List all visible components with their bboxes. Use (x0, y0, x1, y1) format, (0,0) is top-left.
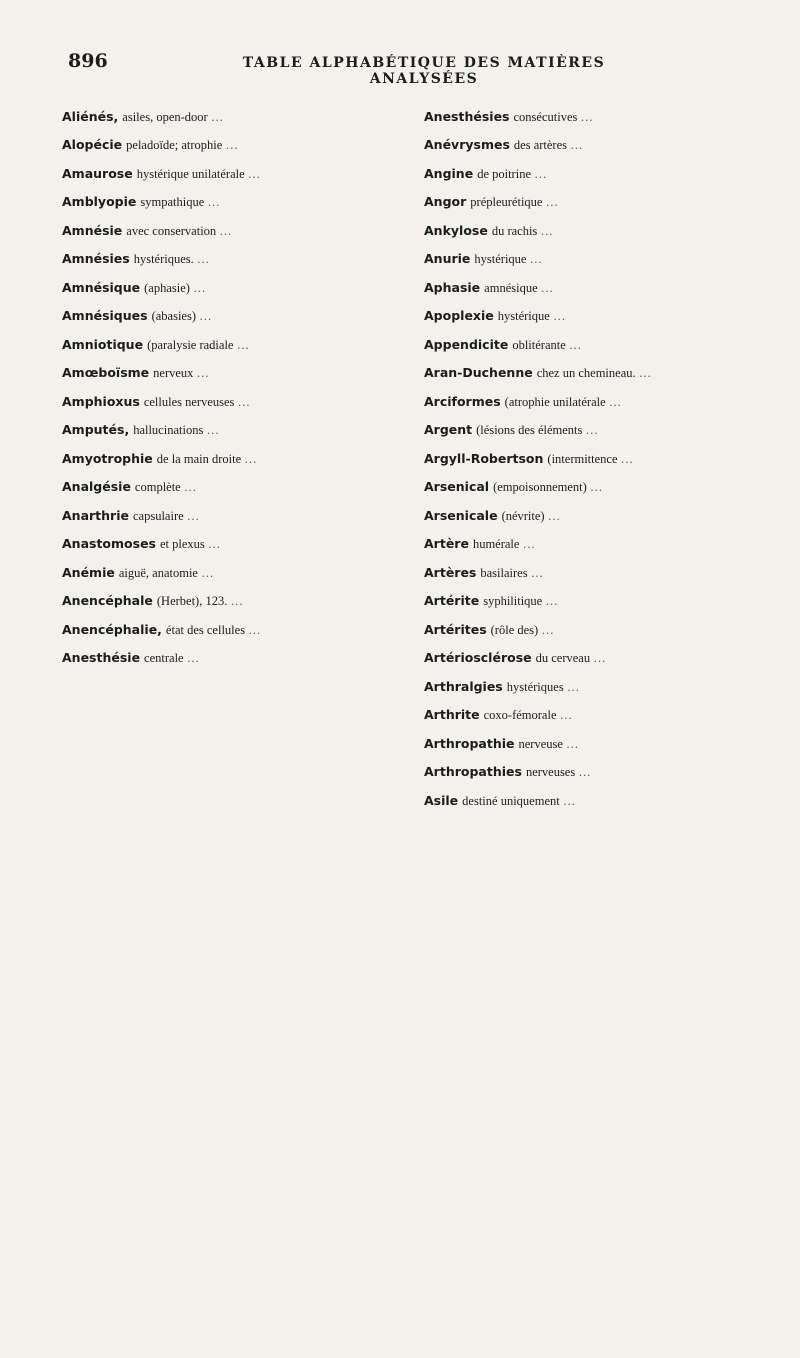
entry-ellipsis: … (236, 337, 250, 352)
entry-ellipsis: … (206, 423, 219, 437)
entry-ellipsis: … (207, 537, 221, 551)
index-entry (424, 593, 758, 609)
entry-ellipsis: … (552, 309, 566, 323)
entry-ellipsis: … (540, 223, 553, 238)
index-entry (62, 365, 396, 381)
entry-ellipsis: … (183, 480, 197, 494)
entry-headword: Anencéphalie, (62, 621, 162, 637)
entry-headword: Anesthésies (424, 108, 510, 124)
entry-excerpt: (névrite) (501, 508, 545, 523)
entry-excerpt: chez un chemineau. (536, 366, 636, 380)
entry-ellipsis: … (225, 138, 238, 152)
index-entry (424, 194, 758, 210)
entry-headword: Angine (424, 165, 474, 181)
entry-headword: Arthrite (424, 707, 480, 722)
entry-headword: Appendicite (424, 336, 509, 352)
entry-excerpt: (rôle des) (490, 622, 539, 637)
entry-headword: Artères (424, 564, 477, 580)
entry-excerpt: coxo-fémorale (483, 708, 557, 722)
index-entry (62, 337, 396, 353)
right-column (424, 96, 758, 815)
entry-excerpt: capsulaire (132, 508, 184, 523)
entry-ellipsis: … (201, 565, 214, 580)
entry-excerpt: avec conservation (126, 223, 217, 238)
entry-excerpt: hallucinations (133, 423, 204, 437)
entry-ellipsis: … (237, 394, 251, 409)
entry-excerpt: nerveux (153, 366, 194, 380)
entry-headword: Argent (424, 422, 473, 437)
index-entry (424, 707, 758, 723)
entry-headword: Amphioxus (62, 393, 140, 409)
entry-excerpt: du rachis (491, 223, 538, 238)
entry-excerpt: prépleurétique (470, 195, 543, 209)
index-entry (62, 109, 396, 125)
entry-headword: Argyll-Robertson (424, 450, 544, 466)
index-entry (62, 650, 396, 666)
index-entry (424, 736, 758, 752)
entry-excerpt: (abasies) (151, 309, 196, 323)
entry-headword: Amnésique (62, 279, 141, 295)
entry-excerpt: nerveuse (518, 736, 563, 751)
page-number: 896 (68, 50, 108, 72)
index-entry (424, 622, 758, 638)
index-entry (424, 650, 758, 666)
entry-excerpt: humérale (472, 537, 520, 551)
entry-ellipsis: … (196, 366, 210, 380)
entry-headword: Apoplexie (424, 308, 494, 323)
entry-excerpt: hystériques. (133, 252, 194, 266)
index-columns (62, 96, 758, 815)
index-entry (62, 166, 396, 182)
index-entry (62, 251, 396, 267)
entry-excerpt: (aphasie) (144, 280, 190, 295)
entry-ellipsis: … (534, 166, 547, 181)
index-entry (62, 194, 396, 210)
entry-excerpt: amnésique (484, 280, 538, 295)
entry-ellipsis: … (522, 537, 536, 551)
entry-excerpt: basilaires (480, 565, 528, 580)
index-entry (424, 508, 758, 524)
entry-headword: Anarthrie (62, 507, 129, 523)
index-entry (424, 308, 758, 324)
index-entry (62, 622, 396, 638)
entry-ellipsis: … (568, 337, 582, 352)
entry-ellipsis: … (562, 793, 576, 808)
index-entry (62, 536, 396, 552)
entry-excerpt: peladoïde; atrophie (126, 138, 223, 152)
entry-headword: Arsenical (424, 479, 490, 494)
entry-ellipsis: … (566, 679, 580, 694)
entry-ellipsis: … (585, 423, 598, 437)
index-entry (424, 251, 758, 267)
entry-excerpt: de la main droite (156, 451, 242, 466)
index-entry (424, 137, 758, 153)
entry-ellipsis: … (578, 765, 591, 779)
index-entry (62, 479, 396, 495)
entry-ellipsis: … (247, 166, 261, 181)
entry-headword: Amyotrophie (62, 450, 153, 466)
entry-excerpt: sympathique (140, 195, 205, 209)
entry-headword: Amnésie (62, 222, 123, 238)
entry-ellipsis: … (580, 109, 593, 124)
entry-ellipsis: … (541, 622, 554, 637)
entry-excerpt: état des cellules (165, 622, 246, 637)
entry-ellipsis: … (529, 252, 543, 266)
index-entry (424, 166, 758, 182)
index-entry (424, 479, 758, 495)
entry-excerpt: (atrophie unilatérale (504, 394, 606, 409)
index-entry (424, 565, 758, 581)
entry-excerpt: destiné uniquement (462, 793, 560, 808)
entry-headword: Aran-Duchenne (424, 365, 533, 380)
entry-excerpt: cellules nerveuses (143, 394, 235, 409)
entry-headword: Anémie (62, 564, 115, 580)
entry-headword: Amnésiques (62, 308, 148, 323)
entry-ellipsis: … (570, 138, 583, 152)
index-entry (62, 508, 396, 524)
index-entry (62, 565, 396, 581)
entry-headword: Artériosclérose (424, 650, 532, 665)
entry-excerpt: consécutives (513, 109, 578, 124)
entry-ellipsis: … (608, 394, 622, 409)
entry-ellipsis: … (193, 280, 206, 295)
entry-headword: Aphasie (424, 279, 481, 295)
entry-excerpt: centrale (144, 651, 184, 665)
entry-ellipsis: … (207, 195, 220, 209)
entry-ellipsis: … (530, 565, 544, 580)
entry-headword: Alopécie (62, 137, 123, 152)
entry-excerpt: du cerveau (535, 651, 591, 665)
entry-headword: Angor (424, 194, 467, 209)
entry-ellipsis: … (638, 366, 652, 380)
index-entry (424, 337, 758, 353)
entry-ellipsis: … (210, 109, 224, 124)
entry-excerpt: complète (134, 480, 181, 494)
entry-headword: Arthropathie (424, 735, 515, 751)
index-entry (424, 536, 758, 552)
entry-headword: Amputés, (62, 422, 130, 437)
entry-ellipsis: … (593, 651, 606, 665)
entry-excerpt: hystériques (506, 679, 564, 694)
entry-excerpt: de poitrine (477, 166, 531, 181)
index-entry (62, 280, 396, 296)
entry-ellipsis: … (199, 309, 212, 323)
entry-ellipsis: … (196, 252, 210, 266)
entry-excerpt: oblitérante (512, 337, 566, 352)
page-header (68, 50, 750, 87)
entry-excerpt: asiles, open-door (122, 109, 208, 124)
entry-excerpt: hystérique unilatérale (136, 166, 245, 181)
entry-ellipsis: … (219, 223, 232, 238)
index-entry (424, 280, 758, 296)
index-entry (424, 679, 758, 695)
entry-headword: Aliénés, (62, 108, 119, 124)
index-entry (424, 394, 758, 410)
index-entry (62, 394, 396, 410)
entry-excerpt: (lésions des éléments (476, 423, 583, 437)
left-column (62, 96, 396, 815)
entry-headword: Asile (424, 792, 459, 808)
entry-headword: Anesthésie (62, 650, 141, 665)
entry-headword: Amœboïsme (62, 365, 150, 380)
entry-ellipsis: … (186, 651, 200, 665)
entry-headword: Amniotique (62, 336, 144, 352)
index-entry (424, 223, 758, 239)
entry-headword: Anurie (424, 251, 471, 266)
entry-ellipsis: … (547, 508, 561, 523)
index-entry (424, 451, 758, 467)
entry-headword: Arthralgies (424, 678, 503, 694)
index-entry (424, 764, 758, 780)
entry-headword: Arsenicale (424, 507, 498, 523)
entry-headword: Arthropathies (424, 764, 522, 779)
entry-ellipsis: … (545, 195, 559, 209)
entry-excerpt: (Herbet), 123. (156, 594, 228, 608)
entry-headword: Arciformes (424, 393, 501, 409)
entry-ellipsis: … (559, 708, 573, 722)
index-entry (62, 308, 396, 324)
entry-excerpt: nerveuses (525, 765, 576, 779)
entry-headword: Amblyopie (62, 194, 137, 209)
entry-ellipsis: … (545, 594, 558, 608)
index-entry (424, 793, 758, 809)
entry-headword: Artère (424, 536, 469, 551)
entry-ellipsis: … (540, 280, 554, 295)
entry-ellipsis: … (589, 480, 603, 494)
entry-headword: Anévrysmes (424, 137, 510, 152)
entry-ellipsis: … (244, 451, 257, 466)
index-entry (62, 422, 396, 438)
index-entry (424, 422, 758, 438)
entry-ellipsis: … (620, 451, 634, 466)
running-title: TABLE ALPHABÉTIQUE DES MATIÈRES ANALYSÉES (242, 55, 606, 87)
entry-ellipsis: … (186, 508, 200, 523)
entry-excerpt: (paralysie radiale (147, 337, 234, 352)
entry-excerpt: aiguë, anatomie (118, 565, 198, 580)
index-entry (62, 137, 396, 153)
entry-headword: Amaurose (62, 165, 133, 181)
entry-headword: Artérite (424, 593, 480, 608)
entry-ellipsis: … (230, 594, 243, 608)
entry-excerpt: syphilitique (483, 594, 543, 608)
entry-headword: Anencéphale (62, 593, 153, 608)
index-entry (424, 365, 758, 381)
index-entry (62, 223, 396, 239)
entry-excerpt: et plexus (159, 537, 205, 551)
index-entry (424, 109, 758, 125)
entry-ellipsis: … (248, 622, 261, 637)
index-entry (62, 593, 396, 609)
entry-excerpt: des artères (513, 138, 568, 152)
entry-ellipsis: … (566, 736, 579, 751)
entry-excerpt: (empoisonnement) (493, 480, 587, 494)
index-entry (62, 451, 396, 467)
entry-headword: Analgésie (62, 479, 131, 494)
entry-headword: Anastomoses (62, 536, 156, 551)
entry-excerpt: hystérique (474, 252, 527, 266)
entry-excerpt: hystérique (497, 309, 550, 323)
entry-excerpt: (intermittence (547, 451, 618, 466)
entry-headword: Amnésies (62, 251, 130, 266)
entry-headword: Artérites (424, 621, 487, 637)
entry-headword: Ankylose (424, 222, 488, 238)
